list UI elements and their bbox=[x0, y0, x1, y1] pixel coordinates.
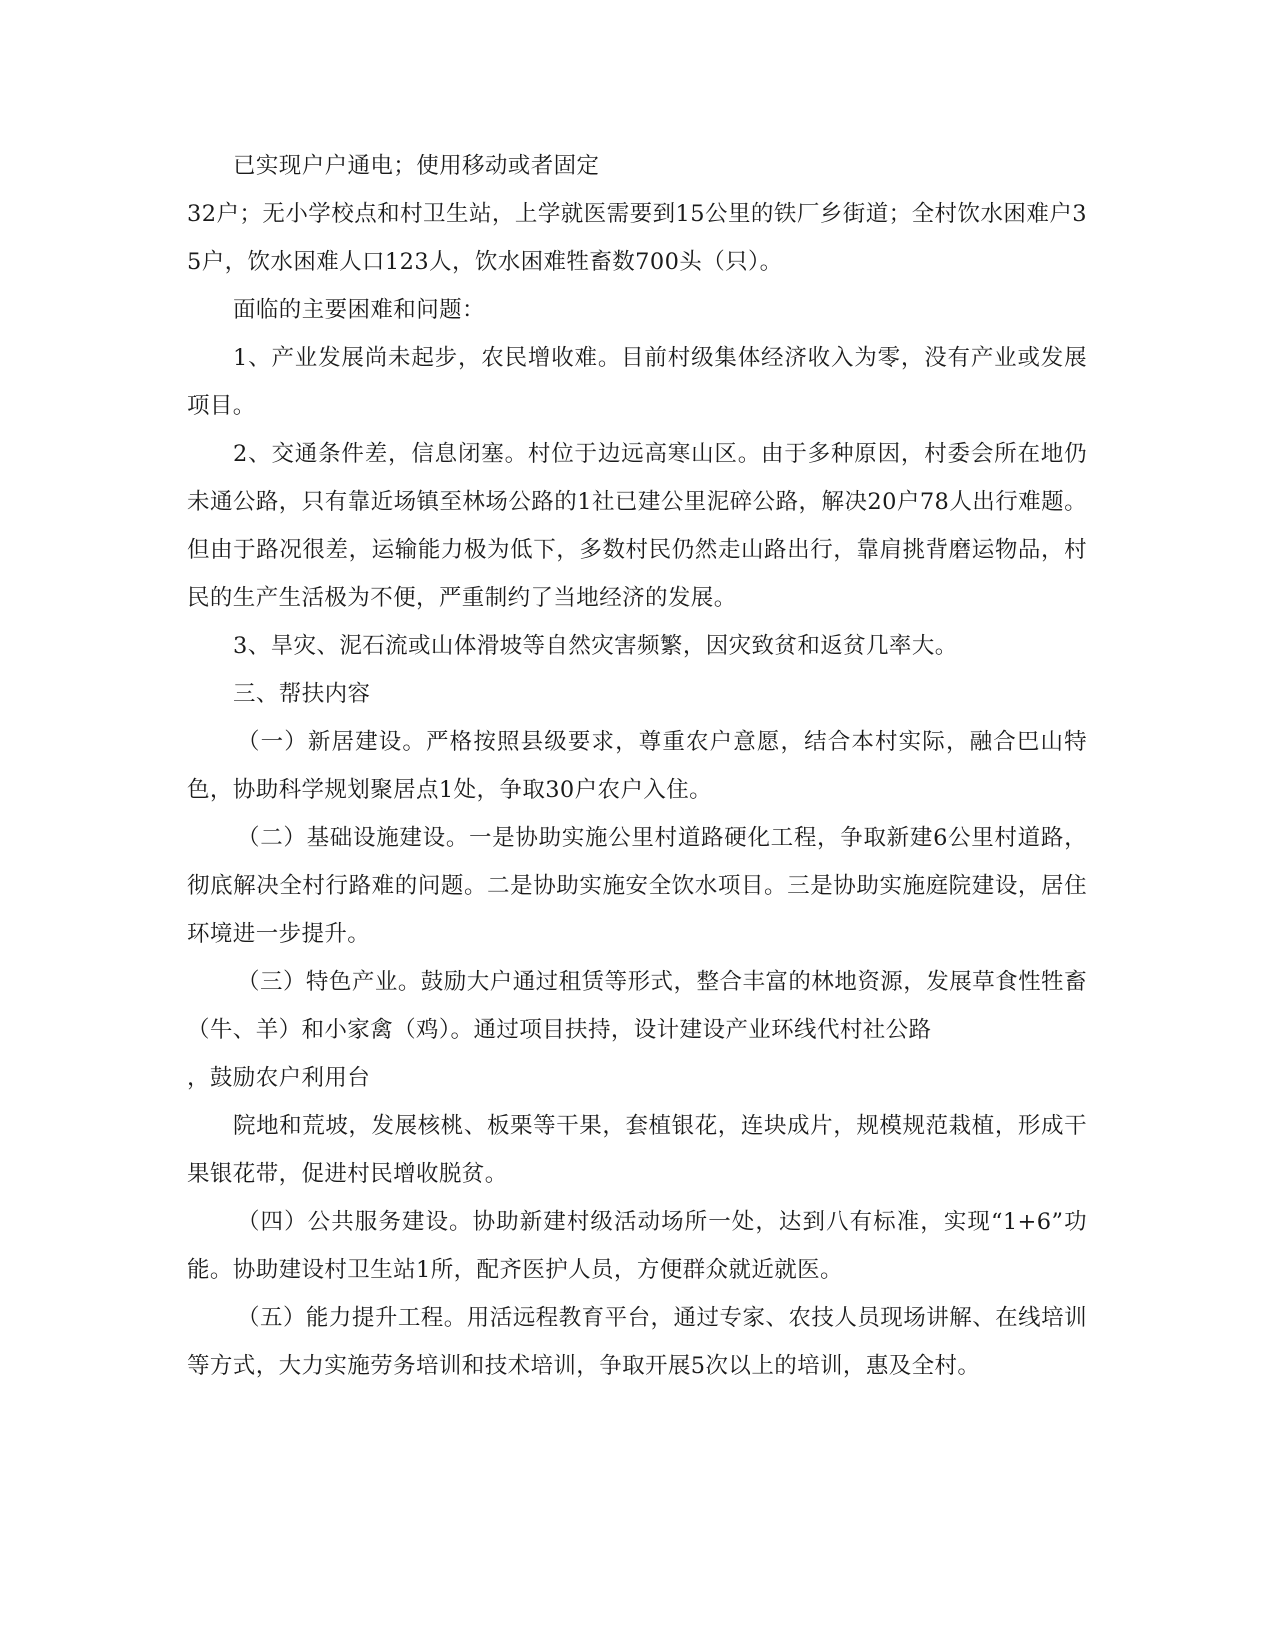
paragraph-item-3-cont: ，鼓励农户利用台 bbox=[187, 1065, 371, 1091]
paragraph-item-3-tail: 院地和荒坡，发展核桃、板栗等干果，套植银花，连块成片，规模规范栽植，形成干果银花带，促进村民增收脱贫。 bbox=[187, 1113, 1087, 1187]
document-body bbox=[187, 142, 1087, 1390]
section-heading-3: 三、帮扶内容 bbox=[233, 681, 371, 707]
paragraph-item-4: （四）公共服务建设。协助新建村级活动场所一处，达到八有标准，实现“1+6”功能。协助建设村卫生站1所，配齐医护人员，方便群众就近就医。 bbox=[187, 1209, 1087, 1283]
paragraph-item-1: （一）新居建设。严格按照县级要求，尊重农户意愿，结合本村实际，融合巴山特色，协助科学规划聚居点1处，争取30户农户入住。 bbox=[187, 729, 1087, 803]
paragraph-water-difficulty: 32户；无小学校点和村卫生站，上学就医需要到15公里的铁厂乡街道；全村饮水困难户35户，饮水困难人口123人，饮水困难牲畜数700头（只）。 bbox=[187, 201, 1087, 275]
paragraph-item-2: （二）基础设施建设。一是协助实施公里村道路硬化工程，争取新建6公里村道路，彻底解决全村行路难的问题。二是协助实施安全饮水项目。三是协助实施庭院建设，居住环境进一步提升。 bbox=[187, 825, 1087, 947]
paragraph-problem-2: 2、交通条件差，信息闭塞。村位于边远高寒山区。由于多种原因，村委会所在地仍未通公路，只有靠近场镇至林场公路的1社已建公里泥碎公路，解决20户78人出行难题。但由于路况很差，运输能力极为低下，多数村民仍然走山路出行，靠肩挑背磨运物品，村民的生产生活极为不便，严重制约了当地经济的发展。 bbox=[187, 441, 1087, 611]
paragraph-problem-1: 1、产业发展尚未起步，农民增收难。目前村级集体经济收入为零，没有产业或发展项目。 bbox=[187, 345, 1087, 419]
paragraph-problems-heading: 面临的主要困难和问题： bbox=[233, 297, 485, 323]
paragraph-item-3: （三）特色产业。鼓励大户通过租赁等形式，整合丰富的林地资源，发展草食性牲畜（牛、羊）和小家禽（鸡）。通过项目扶持，设计建设产业环线代村社公路 bbox=[187, 969, 1087, 1043]
paragraph-item-5: （五）能力提升工程。用活远程教育平台，通过专家、农技人员现场讲解、在线培训等方式，大力实施劳务培训和技术培训，争取开展5次以上的培训，惠及全村。 bbox=[187, 1305, 1087, 1379]
paragraph-problem-3: 3、旱灾、泥石流或山体滑坡等自然灾害频繁，因灾致贫和返贫几率大。 bbox=[233, 633, 958, 659]
paragraph-electricity: 已实现户户通电；使用移动或者固定 bbox=[233, 153, 600, 179]
